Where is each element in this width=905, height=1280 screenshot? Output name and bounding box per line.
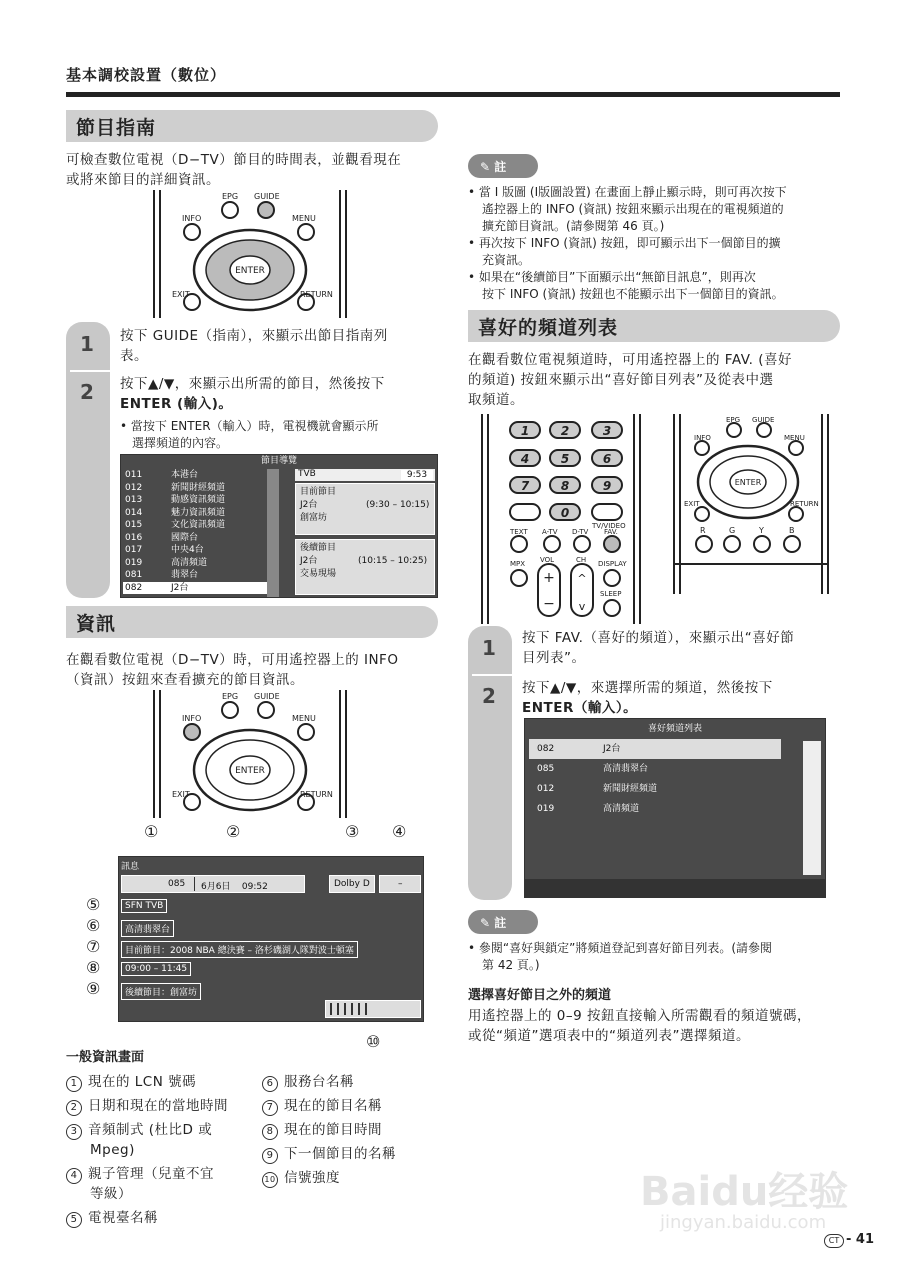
return-label: RETURN (300, 290, 333, 299)
epg-tvb: TVB (298, 469, 316, 479)
svg-text:v: v (578, 600, 586, 613)
legend-9: 下一個節目的名稱 (284, 1146, 396, 1162)
epg-channel-row[interactable] (123, 507, 267, 520)
svg-text:−: − (543, 596, 555, 612)
step-divider (70, 370, 112, 372)
legend-10: 信號強度 (284, 1170, 340, 1186)
info-next-event: 後續節目：創富坊 (121, 983, 201, 1000)
guide-step1-line1: 按下 GUIDE（指南），來顯示出節目指南列 (120, 328, 388, 344)
info-label: INFO (182, 214, 202, 223)
fav-intro (468, 350, 840, 410)
remote-color-illustration (672, 414, 832, 594)
note1-b1-l3: 擴充節目資訊。(請參閱第 46 頁。) (482, 219, 665, 233)
info-date: 6月6日 (201, 882, 231, 892)
callout-2: ② (226, 822, 241, 841)
info-rating: – (379, 875, 421, 893)
epg-now-time: (9:30 – 10:15) (366, 500, 430, 510)
note1-b2-l1: 再次按下 INFO (資訊) 按鈕，即可顯示出下一個節目的擴 (478, 236, 781, 250)
svg-text:0: 0 (560, 506, 570, 520)
epg-channel-num: 017 (125, 545, 143, 555)
epg-next-label: 後續節目 (300, 543, 337, 553)
epg-channel-num: 014 (125, 507, 143, 518)
fav-row-num: 085 (537, 764, 555, 774)
svg-text:3: 3 (602, 424, 612, 438)
fav-row-name: 高清頻道 (603, 804, 640, 814)
epg-now-label: 目前節目 (300, 487, 337, 497)
fav-list-row[interactable] (529, 779, 781, 799)
epg-channel-row[interactable] (123, 532, 267, 545)
watermark-logo: Baidu经验 (640, 1169, 849, 1215)
guide-step2-line2: ENTER (輸入)。 (120, 396, 233, 412)
epg-next-channel: J2台 (300, 556, 318, 566)
fav-row-name: J2台 (603, 744, 621, 754)
epg-now-box (295, 483, 435, 535)
section-title-info: 資訊 (66, 606, 438, 638)
fav-intro-line2: 的頻道) 按鈕來顯示出“喜好節目列表”及從表中選 (468, 372, 774, 388)
fav-row-name: 高清翡翠台 (603, 764, 649, 774)
fav-list-title: 喜好頻道列表 (647, 724, 702, 734)
epg-channel-name: 本港台 (171, 470, 199, 480)
info-label-3: INFO (694, 434, 711, 442)
other-line2: 或從“頻道”選項表中的“頻道列表”選擇頻道。 (468, 1028, 750, 1044)
epg-channel-name: 文化資訊頻道 (171, 520, 226, 530)
menu-label: MENU (292, 214, 316, 223)
epg-channel-name: 國際台 (171, 532, 199, 543)
fav-list-row[interactable] (529, 799, 781, 819)
note1-bullets: • 當 I 版圖 (I版圖設置) 在畫面上靜止顯示時，則可再次按下 遙控器上的 INFO (資訊) 按鈕來顯示出現在的電視頻道的 擴充節目資訊。(請參閱第 46 頁。) • 再次按下 INFO (資訊) 按鈕，即可顯示出下一個節目的擴 充資訊。 • 如果在“後續節目”下面顯示出“無節目訊息”，則再次 按下 INFO (資訊) 按鈕也不能顯示出下一個節目的資訊。 (468, 184, 842, 303)
fav-label: FAV. (604, 528, 618, 536)
info-screen-title: 訊息 (121, 862, 140, 872)
tvvideo-label: TV/VIDEO (592, 522, 626, 530)
info-screen (118, 856, 424, 1022)
info-network: SFN TVB (121, 899, 167, 913)
dtv-label: D-TV (572, 528, 589, 536)
epg-channel-row[interactable] (123, 494, 267, 507)
svg-text:8: 8 (560, 479, 570, 493)
atv-label: A-TV (542, 528, 558, 536)
fav-step1-line2: 目列表”。 (522, 650, 586, 666)
y-label: Y (759, 526, 764, 535)
section-title-fav: 喜好的頻道列表 (468, 310, 840, 342)
epg-channel-num: 082 (125, 582, 143, 593)
svg-text:7: 7 (520, 479, 530, 493)
epg-channel-num: 011 (125, 470, 143, 480)
page-header: 基本調校設置（數位） (66, 66, 227, 84)
epg-next-show: 交易現場 (300, 569, 337, 579)
epg-channel-name: 高清頻道 (171, 557, 208, 568)
guide-step2-text (120, 374, 440, 414)
epg-label-2: EPG (222, 692, 239, 701)
epg-channel-list[interactable] (123, 469, 267, 594)
callout-6: ⑥ (86, 916, 101, 935)
info-event: 目前節目：2008 NBA 總決賽 – 洛杉磯湖人隊對波士頓塞 (121, 941, 358, 958)
info-time: 09:52 (241, 882, 268, 892)
svg-text:2: 2 (560, 424, 570, 438)
legend-8: 現在的節目時間 (284, 1122, 382, 1138)
fav-list[interactable] (529, 739, 781, 819)
footer-badge: CT (824, 1234, 844, 1248)
epg-next-box (295, 539, 435, 595)
epg-scrollbar[interactable] (267, 469, 279, 597)
guide-label-3: GUIDE (752, 416, 775, 424)
epg-channel-name: 魅力資訊頻道 (171, 507, 226, 518)
exit-label: EXIT (172, 290, 190, 299)
svg-text:6: 6 (602, 452, 612, 466)
info-datetime (194, 877, 306, 891)
info-lcn-datetime (121, 875, 305, 893)
guide-step1-line2: 表。 (120, 348, 148, 364)
epg-now-show: 創富坊 (300, 513, 328, 523)
info-intro-line1: 在觀看數位電視（D−TV）時，可用遙控器上的 INFO (66, 652, 399, 668)
fav-intro-line3: 取頻道。 (468, 392, 524, 408)
svg-text:+: + (543, 570, 555, 586)
epg-channel-num: 081 (125, 570, 143, 580)
svg-text:9: 9 (602, 479, 612, 493)
other-title: 選擇喜好節目之外的頻道 (468, 988, 612, 1003)
epg-channel-num: 015 (125, 520, 143, 530)
remote-illustration-info (152, 690, 348, 818)
epg-channel-num: 013 (125, 495, 143, 505)
signal-strength-bars (330, 1003, 370, 1015)
epg-channel-num: 019 (125, 557, 143, 568)
guide-steps-bar (66, 322, 110, 598)
note2-bullet: • 參閱“喜好與鎖定”將頻道登記到喜好節目列表。(請參閱 第 42 頁。) (468, 940, 842, 974)
b-label: B (789, 526, 795, 535)
epg-channel-row[interactable] (123, 557, 267, 570)
guide-label-2: GUIDE (254, 692, 280, 701)
note1-b2-l2: 充資訊。 (482, 253, 531, 267)
note1-b3-l1: 如果在“後續節目”下面顯示出“無節目訊息”，則再次 (478, 270, 756, 284)
sleep-label: SLEEP (600, 590, 622, 598)
epg-clock: 9:53 (401, 470, 433, 480)
legend-3: 音頻制式 (杜比D 或 (88, 1122, 213, 1138)
fav-step-divider (472, 674, 514, 676)
svg-text:5: 5 (560, 452, 570, 466)
svg-text:ENTER: ENTER (734, 478, 762, 487)
callout-4: ④ (392, 822, 407, 841)
epg-channel-num: 012 (125, 482, 143, 493)
guide-step2-line1: 按下▲/▼，來顯示出所需的節目，然後按下 (120, 376, 385, 392)
svg-text:4: 4 (520, 452, 530, 466)
note1-b1-l1: 當 I 版圖 (I版圖設置) 在畫面上靜止顯示時，則可再次按下 (478, 185, 787, 199)
svg-text:ENTER: ENTER (235, 266, 265, 276)
fav-scrollbar[interactable] (803, 741, 821, 875)
legend-right: 6 服務台名稱 7 現在的節目名稱 8 現在的節目時間 9 下一個節目的名稱 10 信號強度 (262, 1070, 442, 1190)
note-pill-1: ✎ 註 (468, 154, 538, 178)
fav-step2-line1: 按下▲/▼，來選擇所需的頻道，然後按下 (522, 680, 773, 696)
note1-b3-l2: 按下 INFO (資訊) 按鈕也不能顯示出下一個節目的資訊。 (482, 287, 784, 301)
svg-text:^: ^ (577, 572, 587, 585)
other-line1: 用遙控器上的 0–9 按鈕直接輸入所需觀看的頻道號碼， (468, 1008, 812, 1024)
g-label: G (729, 526, 736, 535)
guide-step2-bullet: • 當按下 ENTER（輸入）時，電視機就會顯示所 選擇頻道的內容。 (120, 418, 440, 452)
menu-label-3: MENU (784, 434, 805, 442)
fav-step1-text (522, 628, 842, 668)
note-pill-2: ✎ 註 (468, 910, 538, 934)
epg-now-channel: J2台 (300, 500, 318, 510)
legend-7: 現在的節目名稱 (284, 1098, 382, 1114)
epg-label: EPG (222, 192, 239, 201)
info-lcn: 085 (168, 879, 186, 889)
remote-illustration-guide (152, 190, 348, 318)
legend-3b: Mpeg) (90, 1142, 135, 1158)
mpx-label: MPX (510, 560, 526, 568)
step-number-1: 1 (80, 332, 94, 356)
epg-channel-name: 翡翠台 (171, 570, 199, 580)
remote-numpad-illustration (478, 414, 644, 624)
step-number-2: 2 (80, 380, 94, 404)
epg-channel-row[interactable] (123, 544, 267, 557)
exit-label-2: EXIT (172, 790, 190, 799)
epg-label-3: EPG (726, 416, 741, 424)
legend-2: 日期和現在的當地時間 (88, 1098, 228, 1114)
guide-bullet-line2: 選擇頻道的內容。 (132, 436, 229, 450)
fav-step2-line2: ENTER（輸入）。 (522, 700, 638, 716)
page-number: - 41 (846, 1232, 875, 1247)
fav-row-num: 019 (537, 804, 555, 814)
display-label: DISPLAY (598, 560, 627, 568)
guide-intro-line1: 可檢查數位電視（D−TV）節目的時間表，並觀看現在 (66, 152, 402, 168)
callout-10: ⑩ (366, 1032, 381, 1051)
guide-step1-text (120, 326, 440, 366)
fav-step-number-1: 1 (482, 636, 496, 660)
fav-intro-line1: 在觀看數位電視頻道時，可用遙控器上的 FAV. (喜好 (468, 352, 793, 368)
fav-list-row[interactable] (529, 759, 781, 779)
fav-step-number-2: 2 (482, 684, 496, 708)
vol-label: VOL (540, 556, 555, 564)
return-label-3: RETURN (790, 500, 819, 508)
note1-b1-l2: 遙控器上的 INFO (資訊) 按鈕來顯示出現在的電視頻道的 (482, 202, 784, 216)
header-rule (66, 92, 840, 97)
epg-channel-row[interactable] (123, 482, 267, 495)
info-intro (66, 650, 446, 690)
guide-bullet-line1: 當按下 ENTER（輸入）時，電視機就會顯示所 (130, 419, 379, 433)
fav-step1-line1: 按下 FAV.（喜好的頻道），來顯示出“喜好節 (522, 630, 795, 646)
fav-steps-bar (468, 626, 512, 900)
epg-channel-name: 中央4台 (171, 545, 204, 555)
section-title-guide: 節目指南 (66, 110, 438, 142)
menu-label-2: MENU (292, 714, 316, 723)
callout-8: ⑧ (86, 958, 101, 977)
legend-1: 現在的 LCN 號碼 (88, 1074, 197, 1090)
epg-channel-row[interactable] (123, 519, 267, 532)
guide-label: GUIDE (254, 192, 280, 201)
exit-label-3: EXIT (684, 500, 700, 508)
info-event-time: 09:00 – 11:45 (121, 962, 191, 976)
epg-channel-name: J2台 (171, 582, 189, 593)
epg-screen (120, 454, 438, 598)
epg-next-time: (10:15 – 10:25) (358, 556, 428, 566)
fav-row-num: 082 (537, 744, 555, 754)
page-number-value: 41 (855, 1232, 875, 1247)
callout-1: ① (144, 822, 159, 841)
info-label-2: INFO (182, 714, 202, 723)
fav-row-name: 新聞財經頻道 (603, 784, 658, 794)
note-label-2: 註 (494, 916, 507, 930)
fav-step2-text (522, 678, 842, 718)
epg-channel-name: 新聞財經頻道 (171, 482, 226, 493)
callout-5: ⑤ (86, 895, 101, 914)
svg-text:ENTER: ENTER (235, 766, 265, 776)
legend-4: 親子管理（兒童不宜 (88, 1166, 214, 1182)
note2-line2: 第 42 頁。) (482, 958, 540, 972)
callout-7: ⑦ (86, 937, 101, 956)
note2-line1: 參閱“喜好與鎖定”將頻道登記到喜好節目列表。(請參閱 (478, 941, 773, 955)
fav-list-row[interactable] (529, 739, 781, 759)
return-label-2: RETURN (300, 790, 333, 799)
info-audio: Dolby D (329, 875, 375, 893)
callout-9: ⑨ (86, 979, 101, 998)
signal-strength-meter (325, 1000, 421, 1018)
epg-channel-row[interactable] (123, 569, 267, 582)
epg-channel-row[interactable] (123, 469, 267, 482)
epg-channel-row[interactable] (123, 582, 267, 595)
note-label-1: 註 (494, 160, 507, 174)
legend-4b: 等級） (90, 1186, 132, 1202)
r-label: R (700, 526, 706, 535)
epg-screen-title: 節目導覽 (260, 456, 297, 466)
legend-6: 服務台名稱 (284, 1074, 354, 1090)
fav-list-screen (524, 718, 826, 898)
fav-row-num: 012 (537, 784, 555, 794)
info-service: 高清翡翠台 (121, 920, 174, 937)
svg-text:1: 1 (520, 424, 530, 438)
guide-intro (66, 150, 446, 190)
ch-label: CH (576, 556, 587, 564)
legend-title: 一般資訊畫面 (66, 1050, 145, 1065)
legend-left: 1 現在的 LCN 號碼 2 日期和現在的當地時間 3 音頻制式 (杜比D 或 Mpeg) 4 親子管理（兒童不宜 等級） 5 電視臺名稱 (66, 1070, 266, 1230)
epg-channel-num: 016 (125, 532, 143, 543)
watermark-url: jingyan.baidu.com (660, 1212, 827, 1233)
fav-footer-bar (525, 879, 825, 897)
legend-5: 電視臺名稱 (88, 1210, 158, 1226)
text-label: TEXT (510, 528, 528, 536)
callout-3: ③ (345, 822, 360, 841)
info-intro-line2: （資訊）按鈕來查看擴充的節目資訊。 (66, 672, 304, 688)
epg-channel-name: 動感資訊頻道 (171, 495, 226, 505)
guide-intro-line2: 或將來節目的詳細資訊。 (66, 172, 220, 188)
other-text (468, 1006, 848, 1046)
